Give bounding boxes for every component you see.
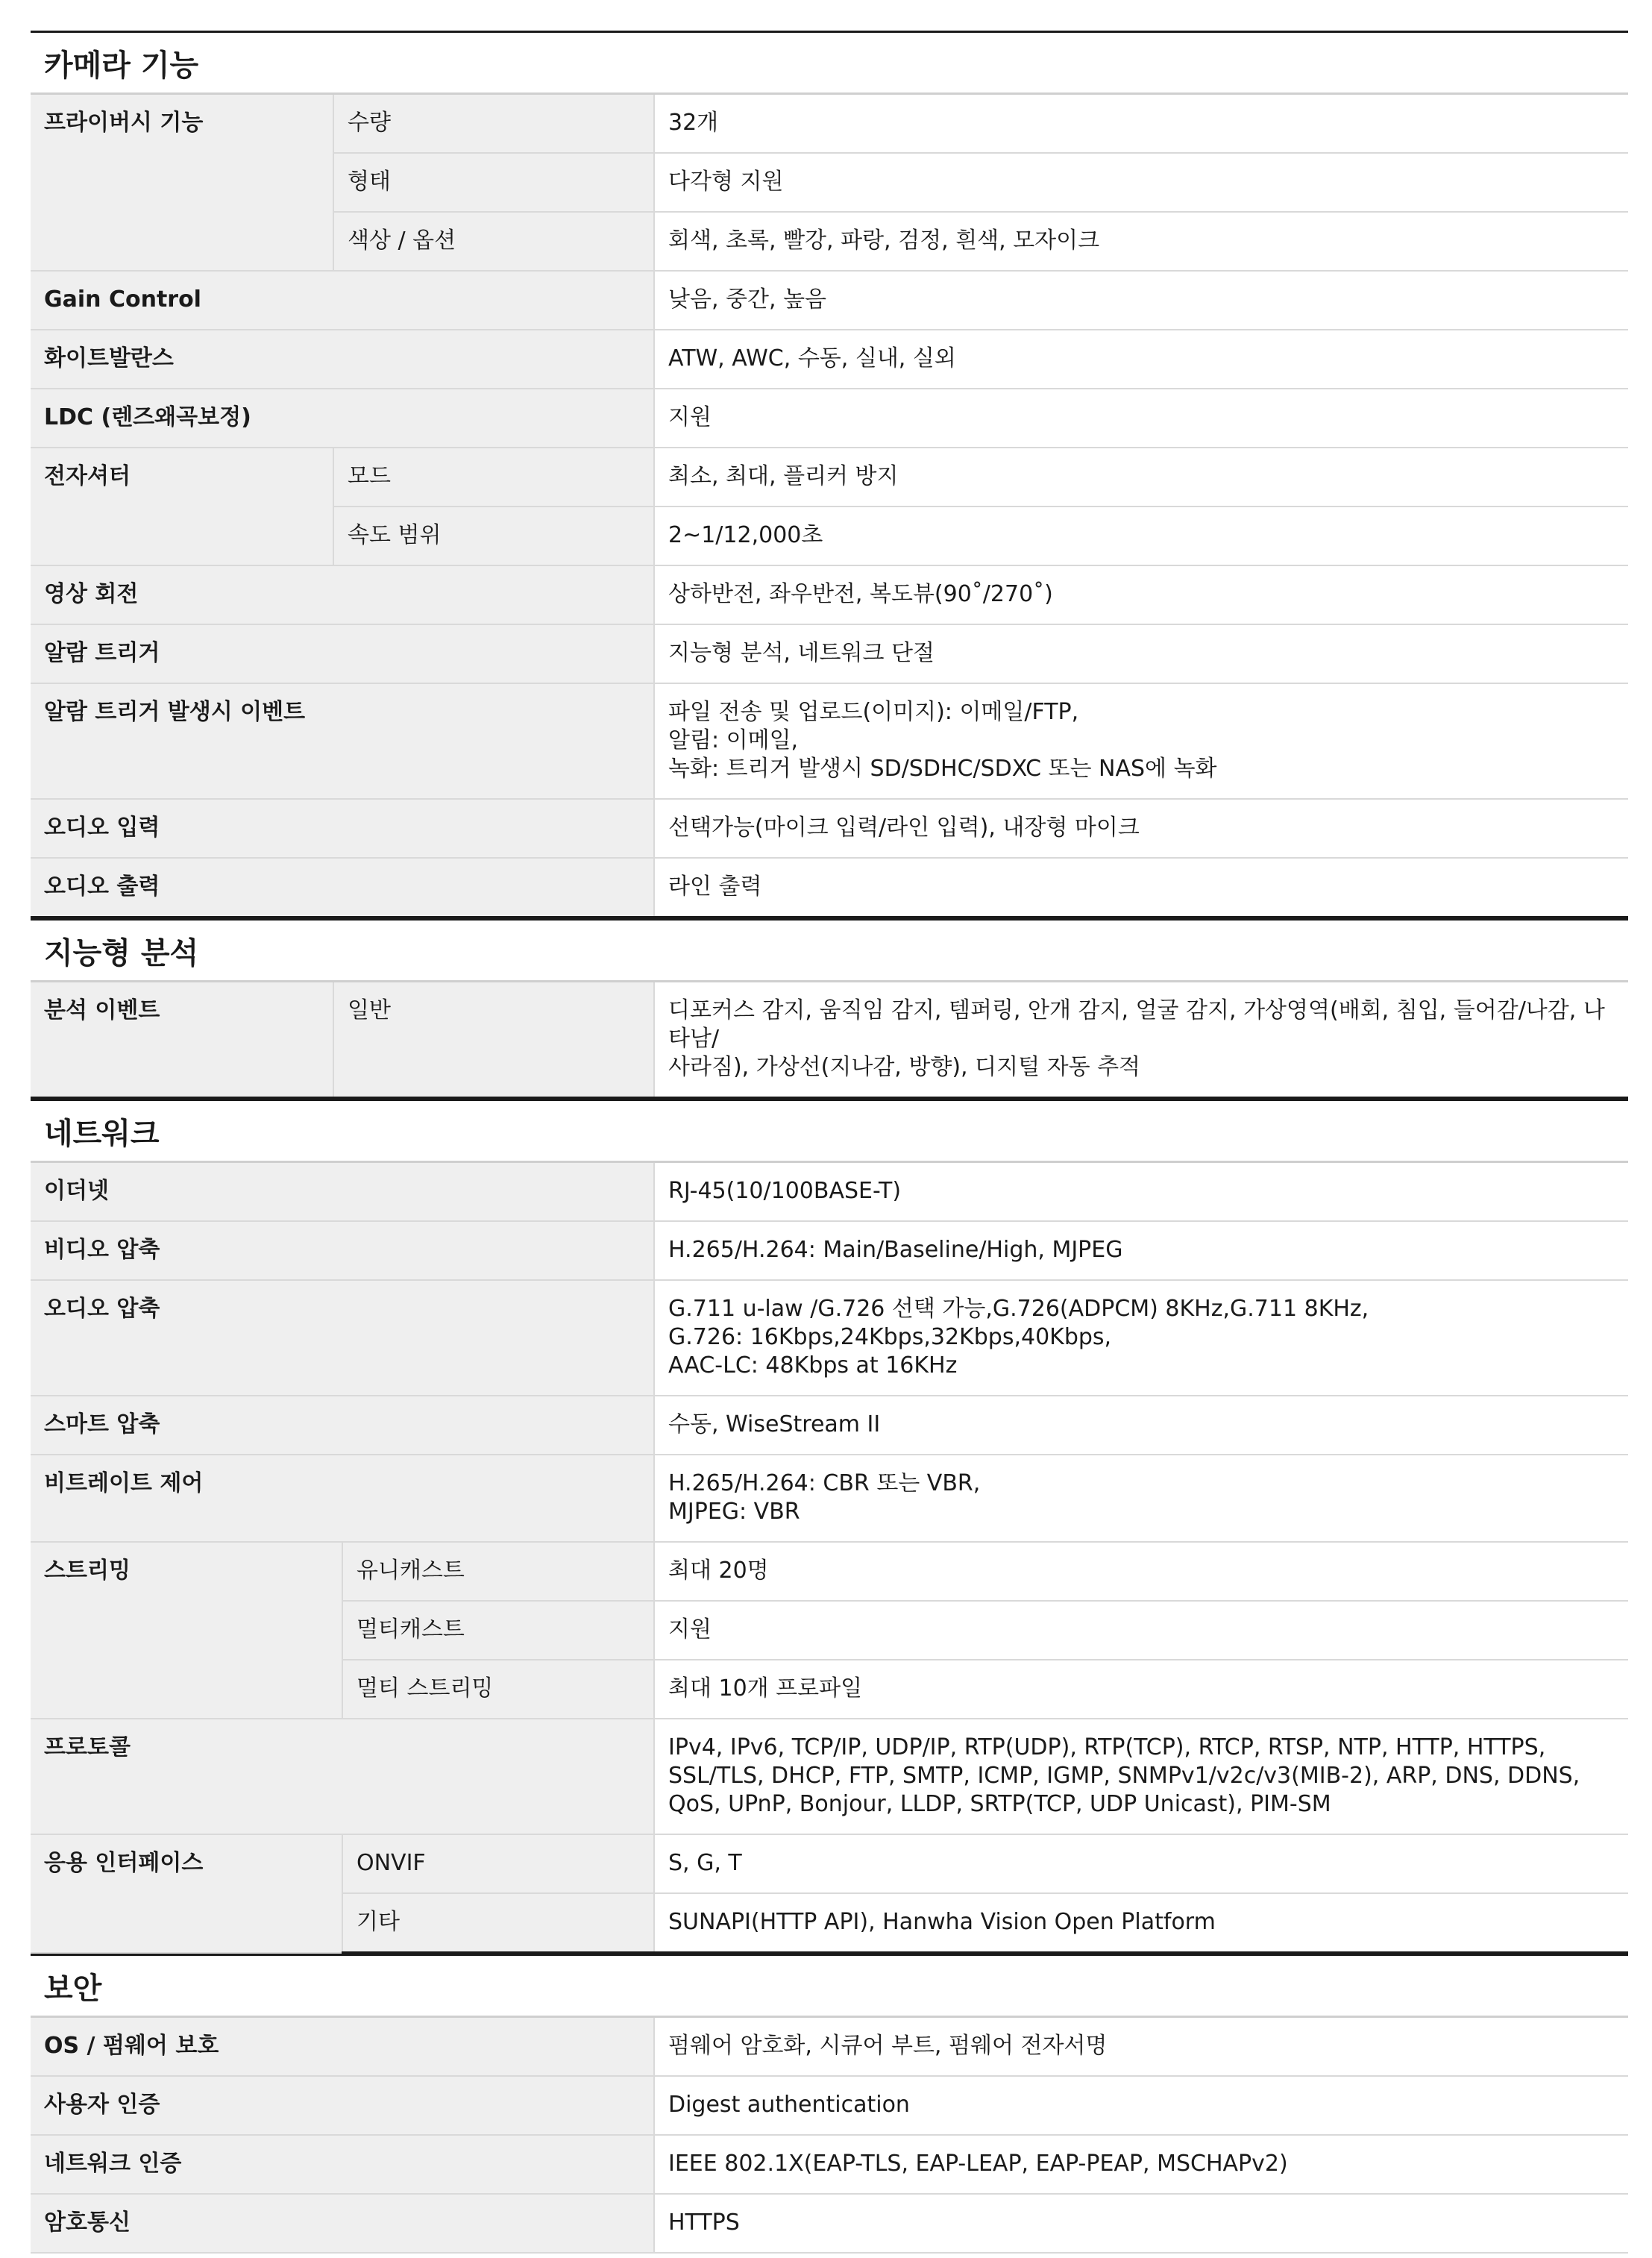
spec-label: 알람 트리거 <box>31 624 654 683</box>
spec-label: 전자셔터 <box>31 448 333 565</box>
spec-sublabel: 색상 / 옵션 <box>333 212 654 271</box>
spec-sublabel: 멀티 스트리밍 <box>342 1660 654 1719</box>
spec-label: 응용 인터페이스 <box>31 1834 342 1953</box>
spec-row <box>31 565 1628 624</box>
spec-value: Digest authentication <box>654 2076 1628 2135</box>
spec-value: 지원 <box>654 389 1628 448</box>
spec-value: 펌웨어 암호화, 시큐어 부트, 펌웨어 전자서명 <box>654 2018 1628 2076</box>
spec-section <box>31 1099 1628 1954</box>
spec-row <box>31 1455 1628 1542</box>
spec-row <box>31 2135 1628 2194</box>
spec-value: ATW, AWC, 수동, 실내, 실외 <box>654 330 1628 389</box>
spec-value: S, G, T <box>654 1834 1628 1893</box>
spec-label: 스트리밍 <box>31 1542 342 1719</box>
spec-sublabel: 수량 <box>333 95 654 153</box>
spec-row <box>31 1221 1628 1280</box>
spec-value: 다각형 지원 <box>654 153 1628 212</box>
spec-label: 사용자 인증 <box>31 2076 654 2135</box>
spec-row <box>31 1163 1628 1221</box>
spec-value: 최대 10개 프로파일 <box>654 1660 1628 1719</box>
spec-label: 영상 회전 <box>31 565 654 624</box>
spec-row <box>31 799 1628 858</box>
spec-value: 수동, WiseStream II <box>654 1396 1628 1455</box>
spec-sublabel: ONVIF <box>342 1834 654 1893</box>
spec-value: 32개 <box>654 95 1628 153</box>
spec-value: SUNAPI(HTTP API), Hanwha Vision Open Platform <box>654 1893 1628 1953</box>
spec-label: 비디오 압축 <box>31 1221 654 1280</box>
spec-row <box>31 2076 1628 2135</box>
section-title: 지능형 분석 <box>31 918 1628 982</box>
spec-value: G.711 u-law /G.726 선택 가능,G.726(ADPCM) 8KHz,G.711 8KHz, G.726: 16Kbps,24Kbps,32Kbps,40Kbps, AAC-LC: 48Kbps at 16KHz <box>654 1280 1628 1396</box>
spec-row <box>31 1396 1628 1455</box>
spec-row <box>31 1834 1628 1893</box>
spec-value: 최대 20명 <box>654 1542 1628 1601</box>
spec-label: 암호통신 <box>31 2194 654 2253</box>
spec-value: 상하반전, 좌우반전, 복도뷰(90˚/270˚) <box>654 565 1628 624</box>
spec-value: 2~1/12,000초 <box>654 507 1628 565</box>
spec-label: 분석 이벤트 <box>31 982 333 1098</box>
spec-section <box>31 918 1628 1099</box>
spec-table <box>31 2018 1628 2254</box>
section-title: 네트워크 <box>31 1099 1628 1163</box>
spec-row <box>31 448 1628 507</box>
spec-value: 회색, 초록, 빨강, 파랑, 검정, 흰색, 모자이크 <box>654 212 1628 271</box>
spec-label: 화이트발란스 <box>31 330 654 389</box>
spec-label: 이더넷 <box>31 1163 654 1221</box>
spec-row <box>31 330 1628 389</box>
spec-row <box>31 683 1628 799</box>
section-title: 카메라 기능 <box>31 31 1628 95</box>
spec-sublabel: 멀티캐스트 <box>342 1601 654 1660</box>
spec-label: 오디오 출력 <box>31 858 654 918</box>
spec-section <box>31 1954 1628 2254</box>
spec-label: Gain Control <box>31 271 654 330</box>
spec-label: OS / 펌웨어 보호 <box>31 2018 654 2076</box>
spec-value: H.265/H.264: CBR 또는 VBR, MJPEG: VBR <box>654 1455 1628 1542</box>
spec-row <box>31 1542 1628 1601</box>
spec-row <box>31 624 1628 683</box>
spec-row <box>31 389 1628 448</box>
spec-row <box>31 271 1628 330</box>
spec-label: 오디오 압축 <box>31 1280 654 1396</box>
spec-row <box>31 1719 1628 1834</box>
spec-table <box>31 1163 1628 1954</box>
spec-value: IEEE 802.1X(EAP-TLS, EAP-LEAP, EAP-PEAP, MSCHAPv2) <box>654 2135 1628 2194</box>
spec-row <box>31 858 1628 918</box>
spec-table <box>31 95 1628 918</box>
spec-row <box>31 95 1628 153</box>
spec-row <box>31 2194 1628 2253</box>
spec-value: 디포커스 감지, 움직임 감지, 템퍼링, 안개 감지, 얼굴 감지, 가상영역(배회, 침입, 들어감/나감, 나타남/ 사라짐), 가상선(지나감, 방향), 디지털 자동 추적 <box>654 982 1628 1098</box>
spec-value: 파일 전송 및 업로드(이미지): 이메일/FTP, 알림: 이메일, 녹화: 트리거 발생시 SD/SDHC/SDXC 또는 NAS에 녹화 <box>654 683 1628 799</box>
spec-label: LDC (렌즈왜곡보정) <box>31 389 654 448</box>
spec-sublabel: 일반 <box>333 982 654 1098</box>
spec-value: 라인 출력 <box>654 858 1628 918</box>
section-title: 보안 <box>31 1954 1628 2018</box>
spec-value: HTTPS <box>654 2194 1628 2253</box>
spec-sublabel: 유니캐스트 <box>342 1542 654 1601</box>
spec-value: 선택가능(마이크 입력/라인 입력), 내장형 마이크 <box>654 799 1628 858</box>
spec-label: 프라이버시 기능 <box>31 95 333 271</box>
spec-sublabel: 모드 <box>333 448 654 507</box>
spec-sublabel: 기타 <box>342 1893 654 1953</box>
spec-sublabel: 형태 <box>333 153 654 212</box>
spec-label: 오디오 입력 <box>31 799 654 858</box>
spec-row <box>31 982 1628 1098</box>
spec-sublabel: 속도 범위 <box>333 507 654 565</box>
spec-section <box>31 31 1628 918</box>
spec-value: 지능형 분석, 네트워크 단절 <box>654 624 1628 683</box>
spec-row <box>31 1280 1628 1396</box>
spec-row <box>31 2018 1628 2076</box>
spec-label: 알람 트리거 발생시 이벤트 <box>31 683 654 799</box>
spec-label: 비트레이트 제어 <box>31 1455 654 1542</box>
spec-table <box>31 982 1628 1099</box>
spec-sheet <box>31 31 1628 2254</box>
spec-label: 프로토콜 <box>31 1719 654 1834</box>
spec-label: 스마트 압축 <box>31 1396 654 1455</box>
spec-value: 최소, 최대, 플리커 방지 <box>654 448 1628 507</box>
spec-value: 낮음, 중간, 높음 <box>654 271 1628 330</box>
spec-value: H.265/H.264: Main/Baseline/High, MJPEG <box>654 1221 1628 1280</box>
spec-value: RJ-45(10/100BASE-T) <box>654 1163 1628 1221</box>
spec-value: 지원 <box>654 1601 1628 1660</box>
spec-label: 네트워크 인증 <box>31 2135 654 2194</box>
spec-value: IPv4, IPv6, TCP/IP, UDP/IP, RTP(UDP), RTP(TCP), RTCP, RTSP, NTP, HTTP, HTTPS, SSL/TLS, DHCP, FTP, SMTP, ICMP, IGMP, SNMPv1/v2c/v3(MIB-2), ARP, DNS, DDNS, QoS, UPnP, Bonjour, LLDP, SRTP(TCP, UDP Unicast), PIM-SM <box>654 1719 1628 1834</box>
